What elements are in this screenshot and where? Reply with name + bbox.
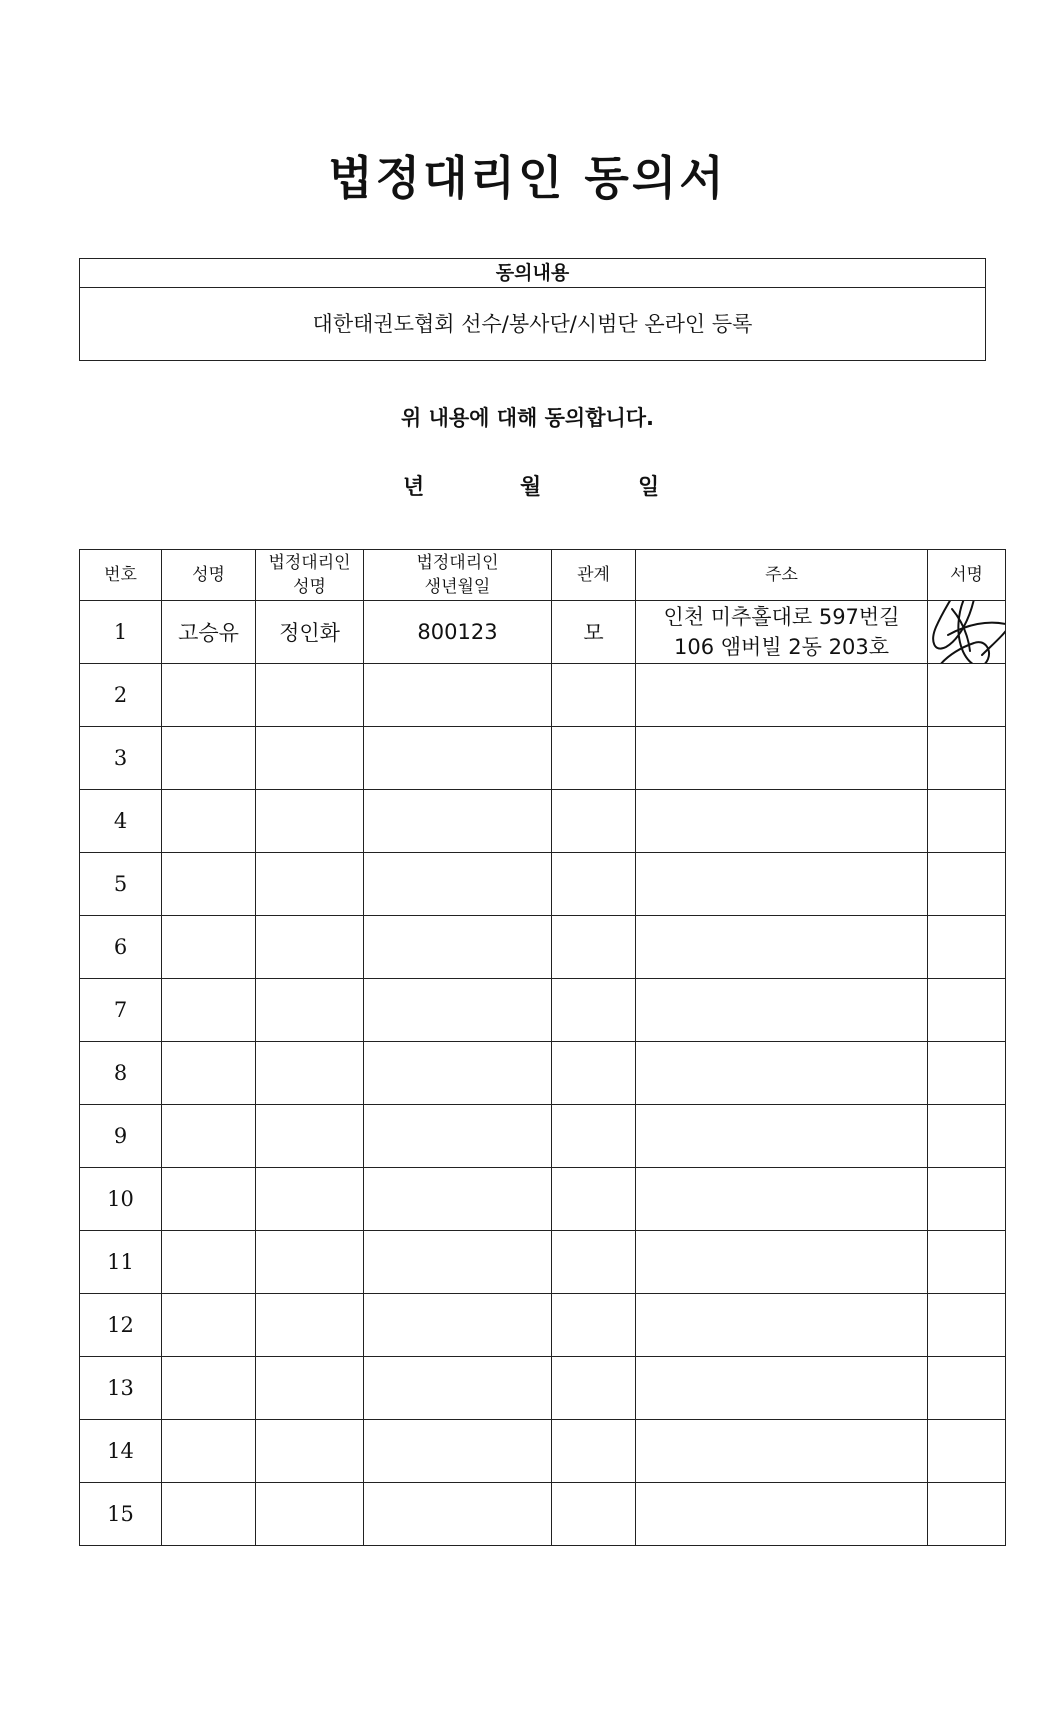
table-row	[80, 1357, 1006, 1420]
header-guardian-birth-line2: 생년월일	[424, 577, 491, 597]
table-row	[80, 1168, 1006, 1231]
table-row	[80, 601, 1006, 664]
cell-no: 6	[80, 916, 162, 979]
header-address: 주소	[636, 550, 928, 601]
cell-relation[interactable]	[552, 727, 636, 790]
cell-address[interactable]	[636, 1357, 928, 1420]
cell-relation[interactable]	[552, 916, 636, 979]
cell-signature[interactable]	[928, 979, 1006, 1042]
table-row	[80, 853, 1006, 916]
table-row	[80, 1105, 1006, 1168]
cell-guardian-birth[interactable]	[364, 853, 552, 916]
cell-address[interactable]	[636, 1294, 928, 1357]
cell-name: 고승유	[162, 601, 256, 664]
consent-content: 대한태권도협회 선수/봉사단/시범단 온라인 등록	[312, 312, 753, 336]
cell-signature[interactable]	[928, 1420, 1006, 1483]
guardian-table	[79, 549, 1006, 1546]
cell-no: 3	[80, 727, 162, 790]
cell-no: 12	[80, 1294, 162, 1357]
header-signature: 서명	[928, 550, 1006, 601]
cell-name[interactable]	[162, 853, 256, 916]
cell-relation[interactable]	[552, 1231, 636, 1294]
cell-guardian-name[interactable]	[256, 979, 364, 1042]
cell-guardian-name[interactable]	[256, 790, 364, 853]
cell-guardian-name[interactable]	[256, 1105, 364, 1168]
cell-guardian-name[interactable]	[256, 727, 364, 790]
table-row	[80, 979, 1006, 1042]
cell-guardian-birth[interactable]	[364, 1168, 552, 1231]
cell-signature[interactable]	[928, 790, 1006, 853]
cell-signature[interactable]	[928, 1294, 1006, 1357]
cell-no: 15	[80, 1483, 162, 1546]
cell-guardian-birth[interactable]	[364, 790, 552, 853]
cell-no: 2	[80, 664, 162, 727]
header-guardian-name-line2: 성명	[293, 577, 326, 597]
cell-guardian-name[interactable]	[256, 1294, 364, 1357]
cell-relation[interactable]	[552, 1483, 636, 1546]
cell-relation[interactable]	[552, 664, 636, 727]
cell-guardian-name[interactable]	[256, 1231, 364, 1294]
table-row	[80, 790, 1006, 853]
document-title: 법정대리인 동의서	[328, 151, 727, 205]
cell-name[interactable]	[162, 664, 256, 727]
cell-no: 11	[80, 1231, 162, 1294]
consent-box	[79, 258, 986, 361]
cell-name[interactable]	[162, 790, 256, 853]
cell-address[interactable]	[636, 664, 928, 727]
cell-signature[interactable]	[928, 1168, 1006, 1231]
cell-guardian-birth[interactable]	[364, 1042, 552, 1105]
cell-guardian-birth[interactable]	[364, 1420, 552, 1483]
header-guardian-birth	[364, 550, 552, 601]
cell-guardian-name[interactable]	[256, 1420, 364, 1483]
header-guardian-name	[256, 550, 364, 601]
cell-address	[636, 601, 928, 664]
cell-guardian-birth[interactable]	[364, 979, 552, 1042]
cell-signature	[928, 601, 1006, 664]
cell-guardian-birth[interactable]	[364, 1357, 552, 1420]
cell-relation: 모	[552, 601, 636, 664]
cell-address[interactable]	[636, 1042, 928, 1105]
table-row	[80, 1231, 1006, 1294]
cell-guardian-name[interactable]	[256, 1357, 364, 1420]
cell-no: 7	[80, 979, 162, 1042]
cell-address[interactable]	[636, 1231, 928, 1294]
cell-name[interactable]	[162, 1483, 256, 1546]
cell-signature[interactable]	[928, 1231, 1006, 1294]
cell-guardian-birth[interactable]	[364, 664, 552, 727]
header-relation: 관계	[552, 550, 636, 601]
cell-signature[interactable]	[928, 916, 1006, 979]
cell-signature[interactable]	[928, 853, 1006, 916]
cell-guardian-birth[interactable]	[364, 1483, 552, 1546]
cell-guardian-name[interactable]	[256, 664, 364, 727]
cell-no: 9	[80, 1105, 162, 1168]
cell-guardian-birth[interactable]	[364, 916, 552, 979]
cell-guardian-name[interactable]	[256, 1168, 364, 1231]
cell-relation[interactable]	[552, 1420, 636, 1483]
consent-header: 동의내용	[80, 259, 985, 288]
cell-no: 8	[80, 1042, 162, 1105]
cell-name[interactable]	[162, 1105, 256, 1168]
cell-address[interactable]	[636, 1420, 928, 1483]
table-row	[80, 1294, 1006, 1357]
cell-relation[interactable]	[552, 1357, 636, 1420]
cell-relation[interactable]	[552, 1042, 636, 1105]
agreement-statement: 위 내용에 대해 동의합니다.	[400, 406, 655, 430]
table-row	[80, 916, 1006, 979]
cell-name[interactable]	[162, 1231, 256, 1294]
cell-relation[interactable]	[552, 979, 636, 1042]
table-row	[80, 1420, 1006, 1483]
header-guardian-name-line1: 법정대리인	[268, 553, 351, 573]
cell-guardian-name[interactable]	[256, 1483, 364, 1546]
table-row	[80, 664, 1006, 727]
table-header-row	[80, 550, 1006, 601]
cell-relation[interactable]	[552, 1105, 636, 1168]
header-name: 성명	[162, 550, 256, 601]
cell-name[interactable]	[162, 979, 256, 1042]
cell-address[interactable]	[636, 916, 928, 979]
cell-guardian-name: 정인화	[256, 601, 364, 664]
cell-relation[interactable]	[552, 1294, 636, 1357]
cell-address[interactable]	[636, 790, 928, 853]
cell-address[interactable]	[636, 727, 928, 790]
date-year: 년	[403, 475, 425, 500]
address-line1: 인천 미추홀대로 597번길	[663, 605, 900, 629]
cell-signature[interactable]	[928, 727, 1006, 790]
cell-signature[interactable]	[928, 664, 1006, 727]
cell-signature[interactable]	[928, 1483, 1006, 1546]
cell-guardian-name[interactable]	[256, 853, 364, 916]
cell-no: 13	[80, 1357, 162, 1420]
cell-name[interactable]	[162, 1294, 256, 1357]
cell-no: 1	[80, 601, 162, 664]
cell-guardian-name[interactable]	[256, 1042, 364, 1105]
cell-guardian-birth[interactable]	[364, 727, 552, 790]
cell-guardian-name[interactable]	[256, 916, 364, 979]
date-month: 월	[520, 475, 542, 500]
cell-relation[interactable]	[552, 1168, 636, 1231]
cell-no: 5	[80, 853, 162, 916]
cell-name[interactable]	[162, 1168, 256, 1231]
cell-signature[interactable]	[928, 1042, 1006, 1105]
handwritten-signature	[928, 601, 1006, 664]
cell-name[interactable]	[162, 1357, 256, 1420]
date-day: 일	[638, 475, 660, 500]
cell-guardian-birth[interactable]	[364, 1294, 552, 1357]
cell-address[interactable]	[636, 1105, 928, 1168]
address-line2: 106 앰버빌 2동 203호	[674, 635, 889, 659]
header-guardian-birth-line1: 법정대리인	[416, 553, 499, 573]
cell-address[interactable]	[636, 853, 928, 916]
cell-guardian-birth: 800123	[364, 601, 552, 664]
table-row	[80, 1483, 1006, 1546]
cell-name[interactable]	[162, 1042, 256, 1105]
cell-name[interactable]	[162, 727, 256, 790]
cell-name[interactable]	[162, 1420, 256, 1483]
cell-relation[interactable]	[552, 790, 636, 853]
cell-no: 10	[80, 1168, 162, 1231]
cell-guardian-birth[interactable]	[364, 1105, 552, 1168]
table-row	[80, 1042, 1006, 1105]
header-no: 번호	[80, 550, 162, 601]
table-row	[80, 727, 1006, 790]
cell-no: 14	[80, 1420, 162, 1483]
cell-address[interactable]	[636, 979, 928, 1042]
cell-guardian-birth[interactable]	[364, 1231, 552, 1294]
cell-signature[interactable]	[928, 1357, 1006, 1420]
cell-name[interactable]	[162, 916, 256, 979]
cell-relation[interactable]	[552, 853, 636, 916]
cell-no: 4	[80, 790, 162, 853]
cell-address[interactable]	[636, 1168, 928, 1231]
cell-address[interactable]	[636, 1483, 928, 1546]
cell-signature[interactable]	[928, 1105, 1006, 1168]
